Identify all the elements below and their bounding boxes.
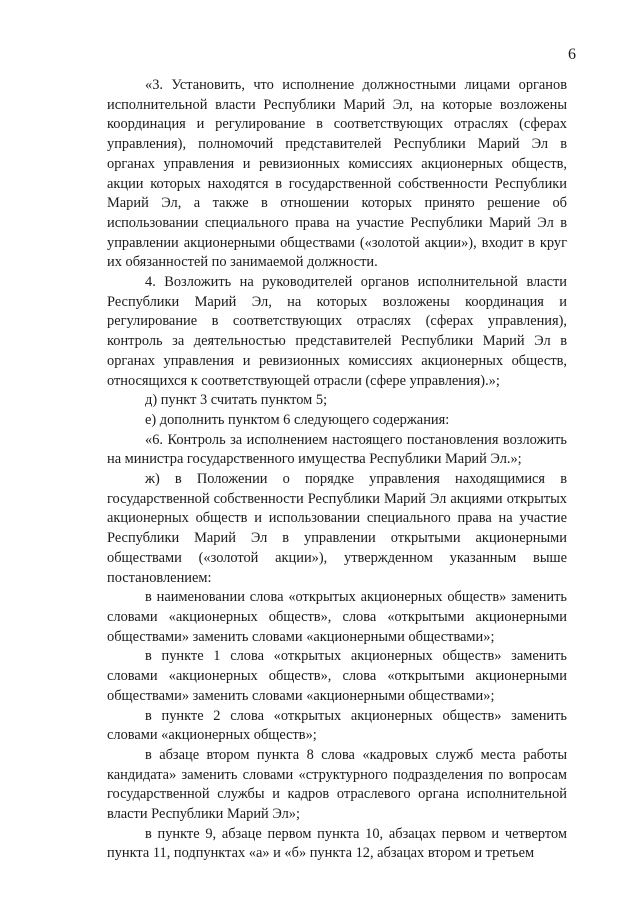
paragraph-item-zh: ж) в Положении о порядке управления находящимися в государственной собственности Республики Марий Эл акциями открытых акционерных обществ и использовании специального права на участие Республики Марий Эл в управлении открытыми акционерными обществами («золотой акции»), утвержденном указанным выше постановлением: <box>107 471 567 586</box>
page-number: 6 <box>568 46 576 63</box>
paragraph-item-d: д) пункт 3 считать пунктом 5; <box>145 392 328 409</box>
paragraph-item-e: е) дополнить пунктом 6 следующего содержания: <box>145 411 450 428</box>
paragraph-clause-6: «6. Контроль за исполнением настоящего постановления возложить на министра государственного имущества Республики Марий Эл.»; <box>107 431 567 468</box>
document-body <box>107 76 567 864</box>
paragraph-clause-4: 4. Возложить на руководителей органов исполнительной власти Республики Марий Эл, на которых возложены координация и регулирование в соответствующих отраслях (сферах управления), контроль за деятельностью представителей Республики Марий Эл в органах управления и ревизионных комиссиях акционерных обществ, относящихся к соответствующей отрасли (сфере управления).»; <box>107 274 567 389</box>
paragraph-point-2-amendment: в пункте 2 слова «открытых акционерных обществ» заменить словами «акционерных обществ»; <box>107 707 567 744</box>
paragraph-title-amendment: в наименовании слова «открытых акционерных обществ» заменить словами «акционерных обществ», слова «открытыми акционерными обществами» заменить словами «акционерными обществами»; <box>107 589 567 645</box>
paragraph-point-1-amendment: в пункте 1 слова «открытых акционерных обществ» заменить словами «акционерных обществ», слова «открытыми акционерными обществами» заменить словами «акционерными обществами»; <box>107 648 567 704</box>
paragraph-point-8-amendment: в абзаце втором пункта 8 слова «кадровых служб места работы кандидата» заменить словами «структурного подразделения по вопросам государственной службы и кадров отраслевого органа исполнительной власти Республики Марий Эл»; <box>107 746 567 823</box>
paragraph-clause-3: «3. Установить, что исполнение должностными лицами органов исполнительной власти Республики Марий Эл, на которые возложены координация и регулирование в соответствующих отраслях (сферах управления), полномочий представителей Республики Марий Эл в органах управления и ревизионных комиссиях акционерных обществ, акции которых находятся в государственной собственности Республики Марий Эл, а также в отношении которых принято решение об использовании специального права на участие Республики Марий Эл в управлении акционерными обществами («золотой акции»), входит в круг их обязанностей по занимаемой должности. <box>107 77 567 271</box>
paragraph-point-9-amendment: в пункте 9, абзаце первом пункта 10, абзацах первом и четвертом пункта 11, подпунктах «а» и «б» пункта 12, абзацах втором и третьем <box>107 825 567 862</box>
